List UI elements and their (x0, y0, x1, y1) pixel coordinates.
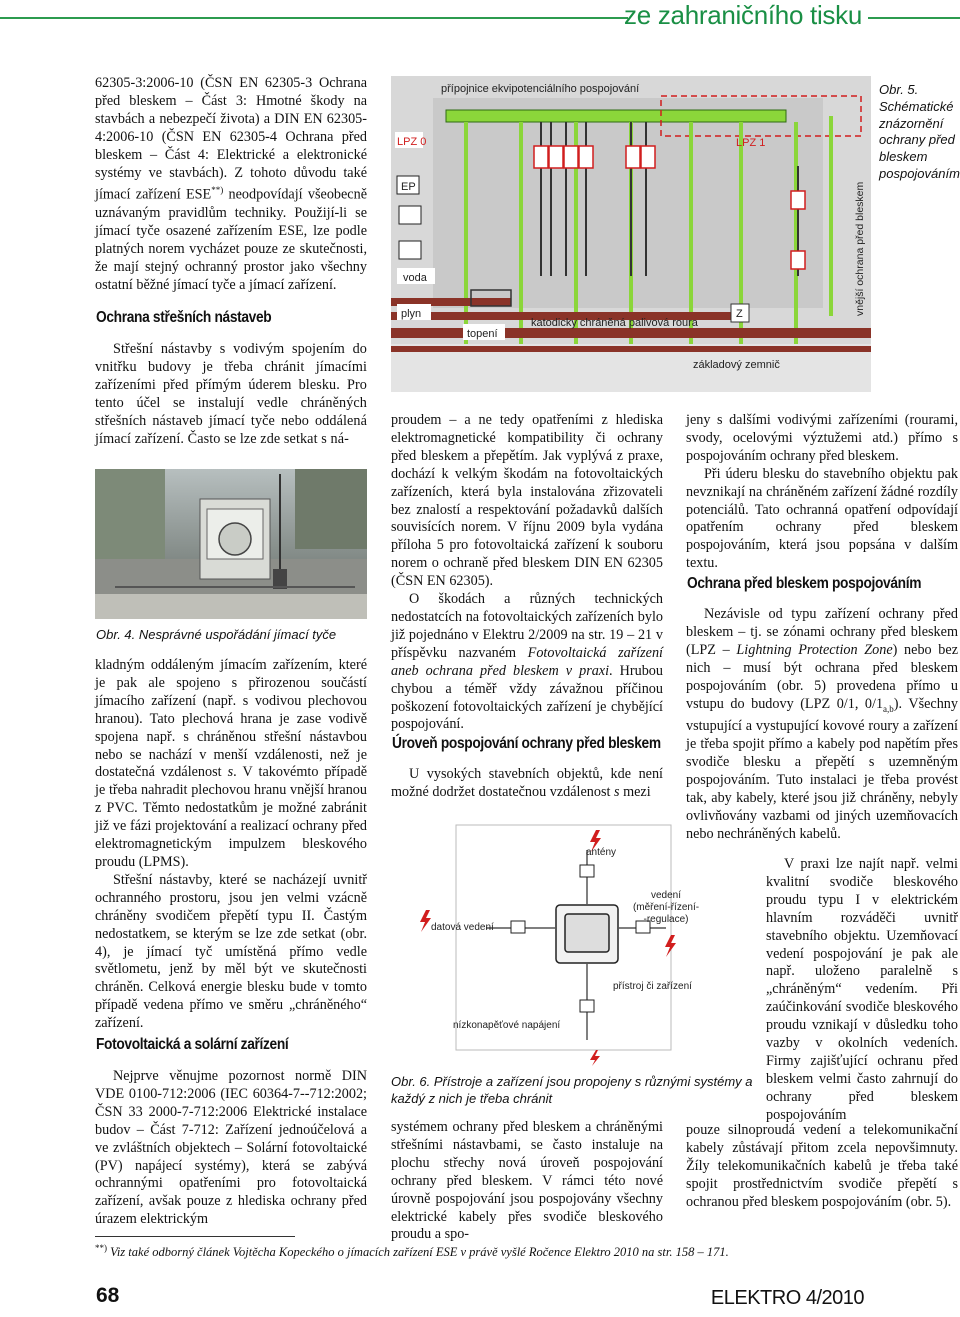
col3-p3-text: Nezávisle od typu zařízení ochrany před bleskem – tj. se zónami ochrany před bleskem (LPZ – (686, 606, 958, 658)
header-rule-left (0, 17, 628, 19)
fig6-label-nizko: nízkonapěťové napájení (453, 1020, 561, 1031)
fig6-label-vedeni-1: vedení (650, 890, 682, 901)
header-rule-right (868, 17, 960, 19)
footnote-text: Viz také odborný článek Vojtěcha Kopeckého o jímacích zařízení ESE v právě vyšlé Ročence Elektro 2010 na str. 158 – 171. (110, 1245, 729, 1260)
col1-p2-text: Střešní nástavby s vodivým spojením do vnitřku budovy je třeba chránit jímacími zařízeními před přímým úderem blesku. Pro tento účel se instalují vedle chráněných střešních nástaveb jímací tyče nebo oddálená jímací zařízení. Často se lze zde setkat s ná- (95, 341, 367, 447)
fig6-label-anteny: antény (586, 847, 617, 858)
heading-pospojovanim: Ochrana před bleskem pospojováním (687, 575, 922, 592)
col1-p5-text: Nejprve věnujme pozornost normě DIN VDE 0100-712:2006 (IEC 60364-7--712:2002; ČSN 33 2000-7-712:2006 Elektrické instalace budov – Část 7-712: Zařízení jednoúčelová a ve zvláštních objektech – Solární fotovoltaické (PV) napájecí systémy), která se zabývá ochrannými opatřeními pro fotovoltaická zařízení, avšak pouze z hlediska ochrany před úrazem elektrickým (95, 1068, 367, 1228)
col3-p4-text: V praxi lze najít např. velmi kvalitní svodiče bleskového proudu typu I v elektrickém hlavním rozváděči uvnitř stavebního objektu. Uzemňovací vedení pospojování je pak ale např. uloženo paralelně s „chráněným“ vedením. Při zaúčinkování svodiče bleskového proudu vznikají v důsledku toho vazby v okolních vedeních. Firmy zajišťující ochranu před bleskem velmi často zahrnují do ochrany před bleskem pospojováním (766, 856, 958, 1123)
footnote (95, 1243, 729, 1260)
col1-p5 (95, 1068, 367, 1229)
col2-p4 (391, 1119, 663, 1244)
heading-uroven-pospojovani: Úroveň pospojování ochrany před bleskem (392, 735, 661, 752)
col2-p3-text-b: mezi (619, 783, 651, 800)
col1-p3-symbol: s (227, 764, 234, 781)
heading-fotovoltaicka: Fotovoltaická a solární zařízení (96, 1036, 289, 1053)
col1-p1-text-b: neodpovídají všeobecně uznávaným pravidlům techniky. Použijí-li se jímací tyče osazené zařízením ESE, lze podle platných norem vycházet pouze ze skutečnosti, že mají stejný ochranný prostor jako všechny ostatní běžné jímací tyče a jímací zařízení. (95, 187, 367, 293)
col2-p3-text: U vysokých stavebních objektů, kde není možné dodržet dostatečnou vzdálenost (391, 766, 663, 800)
col1-p2 (95, 341, 367, 448)
col1-p3 (95, 657, 367, 1033)
col1-p3-text: kladným oddáleným jímacím zařízením, které je pak ale spojeno s přirozenou součástí jímacího zařízení (např. s vodivou plechovou hranou). Tato plechová hrana je zase vodivě spojena např. s chráněnou střešní nástavbou nebo se nachází v menší vzdálenosti, než je dostatečná vzdálenost (95, 657, 367, 781)
col2-p2-italic: Fotovoltaická zařízení aneb ochrana před bleskem v praxi (391, 644, 663, 679)
col2-p4-text: systémem ochrany před bleskem a chráněnými střešními nástavbami, se často instaluje na plochu střechy nová úroveň pospojování ochrany před bleskem. V rámci této nové úrovně pospojování jsou pospojovány všechny elektrické kabely přes svodiče bleskového proudu a spo- (391, 1119, 663, 1243)
col3-p3-text-b: ) nebo bez nich – musí být ochrana před bleskem pospojováním (obr. 5) provedena přímo u vstupu do budovy (LPZ 0/1, 0/1 (686, 641, 958, 712)
footnote-mark: **) (95, 1243, 107, 1253)
col1-intro (95, 75, 367, 295)
fig5-label-katodicky: katodicky chráněná palivová roura (531, 317, 698, 329)
footnote-rule (95, 1236, 295, 1237)
section-title: ze zahraničního tisku (624, 0, 862, 30)
col3-p3-text-c: ). Všechny vstupující a vystupující kovové roury a zařízení je třeba spojit přímo a kabely pod napětím přes svodiče blesku a přepětí s uzemněným pospojováním. Tuto instalaci je třeba provést tak, aby kabely, které jsou již chráněny, nebyly ovlivňovány vazbami od jiných uzemňovacích nebo nechráněných kabelů. (686, 695, 958, 842)
fig5-label-ep: EP (401, 181, 416, 193)
fig5-label-voda: voda (403, 272, 427, 284)
col2-p3 (391, 766, 663, 802)
col3-p4 (766, 856, 958, 1125)
fig5-label-lpz0: LPZ 0 (397, 136, 427, 148)
fig6-label-vedeni-2: (měření-řízení- (632, 902, 700, 913)
fig5-label-lpz1: LPZ 1 (736, 137, 766, 149)
page-number: 68 (96, 1284, 120, 1307)
col3-p3-sub: a,b (883, 703, 894, 714)
fig5-diagram (391, 76, 871, 392)
col3-p3 (686, 606, 958, 844)
fig5-label-z: Z (736, 308, 743, 320)
col2-p2-text-b: . Hrubou chybou a téměř vždy závažnou příčinou poškození fotovoltaických zařízení je chybějící pospojování. (391, 662, 663, 733)
fig6-label-datova: datová vedení (431, 922, 494, 933)
fig4-caption: Obr. 4. Nesprávné uspořádání jímací tyče (96, 627, 337, 642)
fig6-caption: Obr. 6. Přístroje a zařízení jsou propojeny s různými systémy a každý z nich je třeba chránit (391, 1074, 753, 1106)
col3-p3-italic: Lightning Protection Zone (736, 641, 893, 658)
col1-p3-text-b: . V takovémto případě je třeba nahradit plechovou hranu vnější hranou z PVC. Těmto nedostatkům je možné zabránit již ve fázi projektování a realizací ochrany před elektromagnetickým impulzem bleskového proudu (LPMS). (95, 764, 368, 870)
heading-strechni-nastavby: Ochrana střešních nástaveb (96, 309, 272, 326)
col1-p4-text: Střešní nástavby, které se nacházejí uvnitř ochranného prostoru, jsou jen velmi vzácně chráněny svodičem přepětí typu II. Častým nedostatkem, se kterým se lze zde setkat (obr. 4), je jímací tyč umístěná přímo vedle světlometu, jenž by měl být ve skutečnosti chráněn. Celková energie blesku bude v tomto případě vedena přímo ve směru „chráněného“ zařízení. (95, 871, 367, 1032)
fig5-label-busbar: přípojnice ekvipotenciálního pospojování (441, 83, 640, 95)
footnote-ref: **) (211, 185, 224, 196)
col3-p2-text: Při úderu blesku do stavebního objektu pak nevznikají na chráněném zařízení žádné rozdíly potenciálů. Tato ochranná opatření odpovídají opatřením ochrany před bleskem pospojováním, která jsou popsána v dalším textu. (686, 465, 958, 572)
magazine-issue: ELEKTRO 4/2010 (710, 1287, 864, 1309)
fig6-label-vedeni-3: -regulace) (643, 914, 689, 925)
col3-p1 (686, 412, 958, 573)
fig6-label-pristroj: přístroj či zařízení (613, 981, 692, 992)
fig6-diagram (391, 810, 700, 1066)
col3-p5-text: pouze silnoproudá vedení a telekomunikační kabely zůstávají přitom zcela nepovšimnuty. Žíly telekomunikačních kabelů je třeba také spojit prostřednictvím svodiče přepětí s ochranou před bleskem pospojováním (obr. 5). (686, 1122, 958, 1210)
col2-p1 (391, 412, 663, 734)
fig5-label-zemnic: základový zemnič (693, 359, 780, 371)
fig4-photo (95, 469, 367, 619)
fig5-label-vnejsi: vnější ochrana před bleskem (854, 181, 866, 316)
fig5-caption: Obr. 5. Schématické znázornění ochrany před bleskem pospojováním (879, 82, 960, 181)
fig5-label-plyn: plyn (401, 308, 422, 320)
col3-p5 (686, 1122, 958, 1212)
fig5-label-topeni: topení (467, 328, 498, 340)
col3-p1-text: jeny s dalšími vodivými zařízeními (rourami, svody, ocelovými výztužemi atd.) přímo s pospojováním ochrany před bleskem. (686, 412, 958, 464)
col2-p3-symbol: s (613, 783, 620, 800)
col2-p1-text: proudem – a ne tedy opatřeními z hlediska elektromagnetické kompatibility či ochrany před bleskem a přepětím. Jak vyplývá z praxe, dochází k velkým škodám na fotovoltaických zařízeních, která byla instalována zřizovateli bez znalostí a respektování požadavků dalších souvisících norem. V říjnu 2009 byla vydána příloha 5 pro fotovoltaická zařízení k souboru norem o ochraně před bleskem DIN EN 62305 (ČSN EN 62305). (391, 412, 663, 590)
col2-p2-text: O škodách a různých technických nedostatcích na fotovoltaických zařízeních bylo již pojednáno v Elektru 2/2009 na str. 19 – 21 v příspěvku nazvaném (391, 591, 663, 661)
col1-p1-text: 62305-3:2006-10 (ČSN EN 62305-3 Ochrana před bleskem – Část 3: Hmotné škody na stavbách a nebezpečí života) a DIN EN 62305-4:2006-10 (ČSN EN 62305-4 Ochrana před bleskem – Část 4: Elektrické a elektronické systémy ve stavbách). Z tohoto důvodu také jímací zařízení ESE (95, 75, 367, 204)
